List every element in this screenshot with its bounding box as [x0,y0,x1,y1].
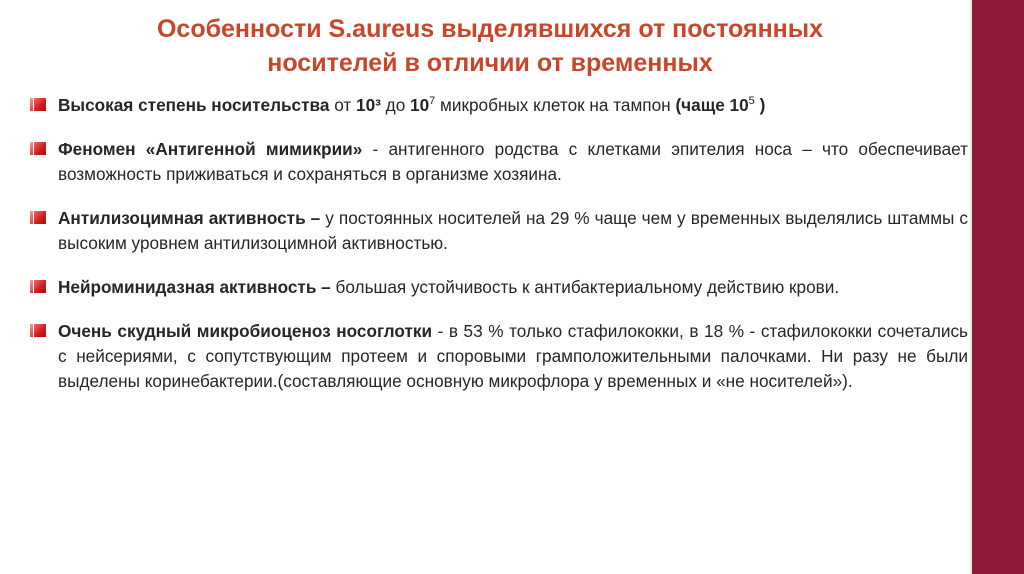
bullet-icon [34,280,46,293]
item-exponent: 5 [748,95,755,107]
item-heading: Очень скудный микробиоценоз носоглотки [58,321,433,341]
right-accent-bar [972,0,1024,574]
bullet-icon [34,98,46,111]
title-line-1: Особенности S.aureus выделявшихся от постоянных [156,15,824,43]
item-text: - антигенного родства с клетками эпителия носа – что обеспечивает возможность приживаться и сохраняться в организме хозяина. [58,139,968,184]
item-text: микробных клеток на тампон [435,95,676,115]
item-exponent: 7 [429,95,436,107]
item-heading: Феномен «Антигенной мимикрии» [58,139,363,159]
list-item-microbiocenosis [32,319,968,394]
item-text: большая устойчивость к антибактериальному действию крови. [330,277,840,297]
list-item-mimicry [32,137,968,187]
slide-title [40,12,940,80]
item-value: ) [754,95,766,115]
item-value: 10³ [356,95,381,115]
item-heading: Антилизоцимная активность – [58,208,321,228]
item-text: от [329,95,357,115]
bullet-list [32,93,968,413]
item-text: - в 53 % только стафилококки, в 18 % - стафилококки сочетались с нейсериями, с сопутствующим протеем и споровыми грамположительными палочками. Ни разу не были выделены коринебактерии.(составляющие основную микрофлора у временных и «не носителей»). [58,321,968,391]
list-item-carriage [32,93,968,118]
bullet-icon [34,324,46,337]
item-heading: Высокая степень носительства [58,95,330,115]
list-item-antilysozyme [32,206,968,256]
item-text: у постоянных носителей на 29 % чаще чем у временных выделялись штаммы с высоким уровнем антилизоцимной активностью. [58,208,968,253]
bullet-icon [34,142,46,155]
bullet-icon [34,211,46,224]
title-line-2: носителей в отличии от временных [267,49,713,77]
item-value: (чаще 10 [675,95,749,115]
list-item-neuraminidase [32,275,968,300]
item-text: до [380,95,411,115]
item-value: 10 [410,95,430,115]
item-heading: Нейроминидазная активность – [58,277,331,297]
